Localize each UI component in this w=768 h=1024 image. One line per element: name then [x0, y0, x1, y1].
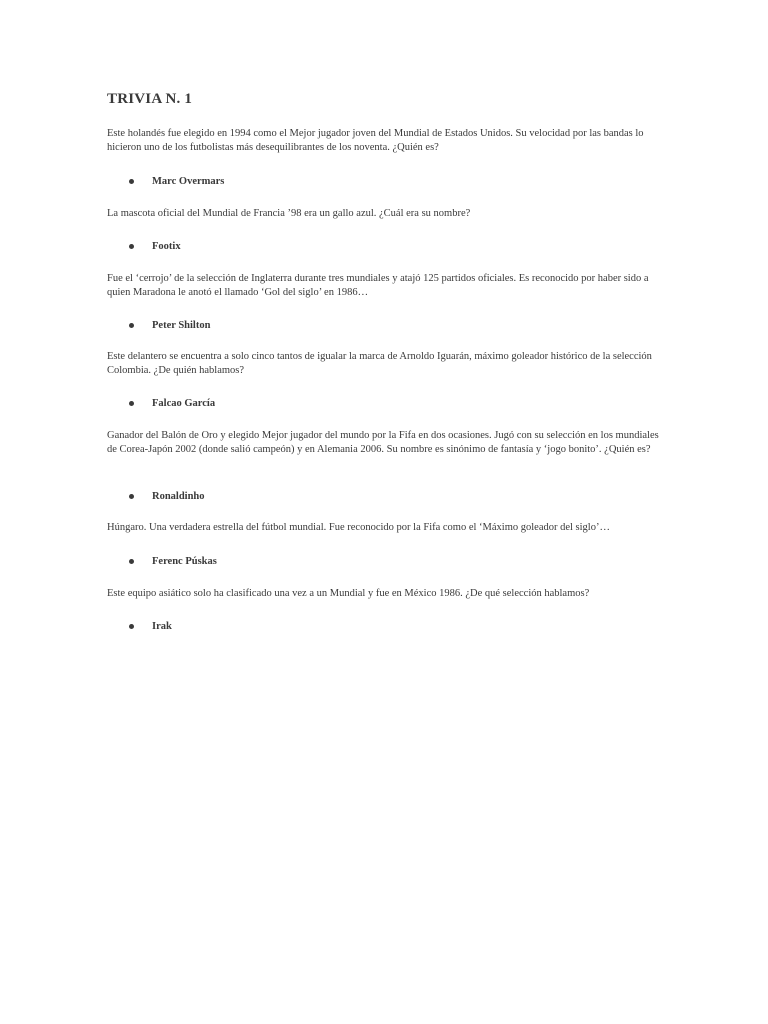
answer-7-text: Irak [152, 621, 172, 632]
answer-2-text: Footix [152, 241, 181, 252]
bullet-icon [129, 323, 134, 328]
bullet-icon [129, 401, 134, 406]
question-6: Húngaro. Una verdadera estrella del fútbol mundial. Fue reconocido por la Fifa como el ‘Máximo goleador del siglo’… [107, 522, 610, 533]
bullet-icon [129, 494, 134, 499]
answer-4-text: Falcao García [152, 398, 216, 409]
question-3: Fue el ‘cerrojo’ de la selección de Inglaterra durante tres mundiales y atajó 125 partidos oficiales. Es reconocido por haber sido a quien Maradona le anotó el llamado ‘Gol del siglo’ en 1986… [107, 273, 649, 298]
bullet-icon [129, 624, 134, 629]
question-7: Este equipo asiático solo ha clasificado una vez a un Mundial y fue en México 1986. ¿De qué selección hablamos? [107, 588, 590, 599]
bullet-icon [129, 244, 134, 249]
question-2: La mascota oficial del Mundial de Francia ’98 era un gallo azul. ¿Cuál era su nombre? [107, 208, 471, 219]
bullet-icon [129, 179, 134, 184]
question-4: Este delantero se encuentra a solo cinco tantos de igualar la marca de Arnoldo Iguarán, máximo goleador histórico de la selección Colombia. ¿De quién hablamos? [107, 351, 652, 376]
answer-7 [129, 620, 172, 634]
answer-2 [129, 240, 181, 254]
answer-6 [129, 555, 217, 569]
answer-4 [129, 397, 215, 411]
question-1: Este holandés fue elegido en 1994 como el Mejor jugador joven del Mundial de Estados Unidos. Su velocidad por las bandas lo hicieron uno de los futbolistas más desequilibrantes de los noventa. ¿Quién es? [107, 128, 644, 153]
answer-1 [129, 175, 224, 189]
answer-3-text: Peter Shilton [152, 320, 211, 331]
bullet-icon [129, 559, 134, 564]
question-5: Ganador del Balón de Oro y elegido Mejor jugador del mundo por la Fifa en dos ocasiones. Jugó con su selección en los mundiales de Corea-Japón 2002 (donde salió campeón) y en Alemania 2006. Su nombre es sinónimo de fantasía y ‘jogo bonito’. ¿Quién es? [107, 430, 659, 455]
answer-3 [129, 319, 210, 333]
answer-5 [129, 490, 205, 504]
answer-1-text: Marc Overmars [152, 176, 225, 187]
answer-6-text: Ferenc Púskas [152, 556, 217, 567]
answer-5-text: Ronaldinho [152, 491, 205, 502]
page-title: TRIVIA N. 1 [107, 91, 193, 107]
